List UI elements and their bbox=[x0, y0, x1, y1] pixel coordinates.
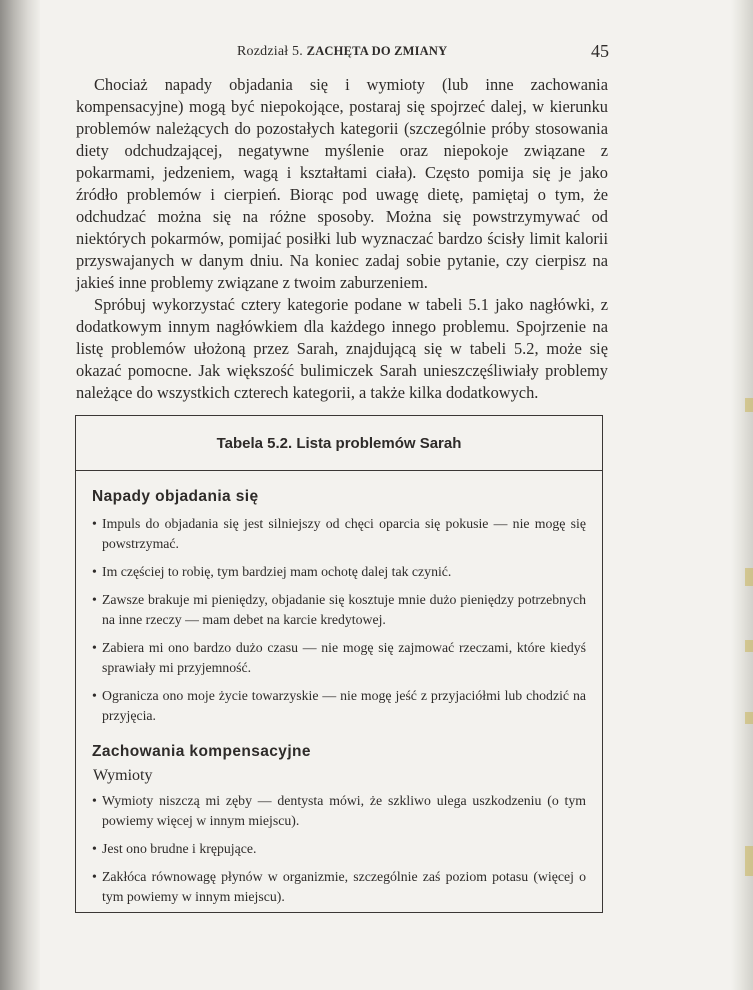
list-item: • Wymioty niszczą mi zęby — dentysta mówi, że szkliwo ulega uszkodzeniu (o tym powiemy więcej w innym miejscu). bbox=[76, 791, 602, 831]
page-number: 45 bbox=[591, 41, 609, 61]
section-subheading: Wymioty bbox=[93, 767, 153, 784]
page-tab-mark bbox=[745, 398, 753, 412]
page-tab-mark bbox=[745, 640, 753, 652]
page-tab-mark bbox=[745, 846, 753, 876]
problem-list bbox=[76, 514, 602, 726]
list-item: • Zabiera mi ono bardzo dużo czasu — nie mogę się zajmować rzeczami, które kiedyś sprawiały mi przyjemność. bbox=[76, 638, 602, 678]
list-item: • Jest ono brudne i krępujące. bbox=[76, 839, 602, 859]
problem-list bbox=[76, 791, 602, 907]
running-head-prefix: Rozdział 5. bbox=[237, 44, 303, 59]
list-item: • Im częściej to robię, tym bardziej mam ochotę dalej tak czynić. bbox=[76, 562, 602, 582]
page-tab-mark bbox=[745, 712, 753, 724]
body-text bbox=[76, 74, 608, 404]
problems-table bbox=[75, 415, 603, 913]
running-head bbox=[237, 44, 447, 60]
body-paragraph: Chociaż napady objadania się i wymioty (lub inne zachowania kompensacyjne) mogą być niepokojące, postaraj się spojrzeć dalej, w kierunku problemów należących do pozostałych kategorii (szczególnie próby stosowania diety odchudzającej, negatywne myślenie oraz niepokoje związane z pokarmami, jedzeniem, wagą i kształtami ciała). Często pomija się je jako źródło problemów i cierpień. Biorąc pod uwagę dietę, pamiętaj o tym, że odchudzać można się na różne sposoby. Można się powstrzymywać od niektórych pokarmów, pomijać posiłki lub wyznaczać bardzo ścisły limit kalorii przyswajanych w danym dniu. Na koniec zadaj sobie pytanie, czy cierpisz na jakieś inne problemy związane z twoim zaburzeniem. bbox=[76, 75, 608, 292]
table-title: Tabela 5.2. Lista problemów Sarah bbox=[76, 416, 602, 471]
page-tab-mark bbox=[745, 568, 753, 586]
list-item: • Ogranicza ono moje życie towarzyskie — nie mogę jeść z przyjaciółmi lub chodzić na przyjęcia. bbox=[76, 686, 602, 726]
list-item: • Impuls do objadania się jest silniejszy od chęci oparcia się pokusie — nie mogę się powstrzymać. bbox=[76, 514, 602, 554]
body-paragraph: Spróbuj wykorzystać cztery kategorie podane w tabeli 5.1 jako nagłówki, z dodatkowym innym nagłówkiem dla każdego innego problemu. Spojrzenie na listę problemów ułożoną przez Sarah, znajdującą się w tabeli 5.2, może się okazać pomocne. Jak większość bulimiczek Sarah unieszczęśliwiały problemy należące do wszystkich czterech kategorii, a także kilka dodatkowych. bbox=[76, 295, 608, 402]
running-head-title: ZACHĘTA DO ZMIANY bbox=[306, 44, 448, 58]
page-edge bbox=[731, 0, 753, 990]
section-heading: Zachowania kompensacyjne bbox=[92, 743, 311, 760]
list-item: • Zawsze brakuje mi pieniędzy, objadanie się kosztuje mnie dużo pieniędzy potrzebnych na inne rzeczy — mam debet na karcie kredytowej. bbox=[76, 590, 602, 630]
book-spine-shadow bbox=[0, 0, 40, 990]
section-heading: Napady objadania się bbox=[92, 488, 259, 505]
list-item: • Zakłóca równowagę płynów w organizmie, szczególnie zaś poziom potasu (więcej o tym powiemy w innym miejscu). bbox=[76, 867, 602, 907]
